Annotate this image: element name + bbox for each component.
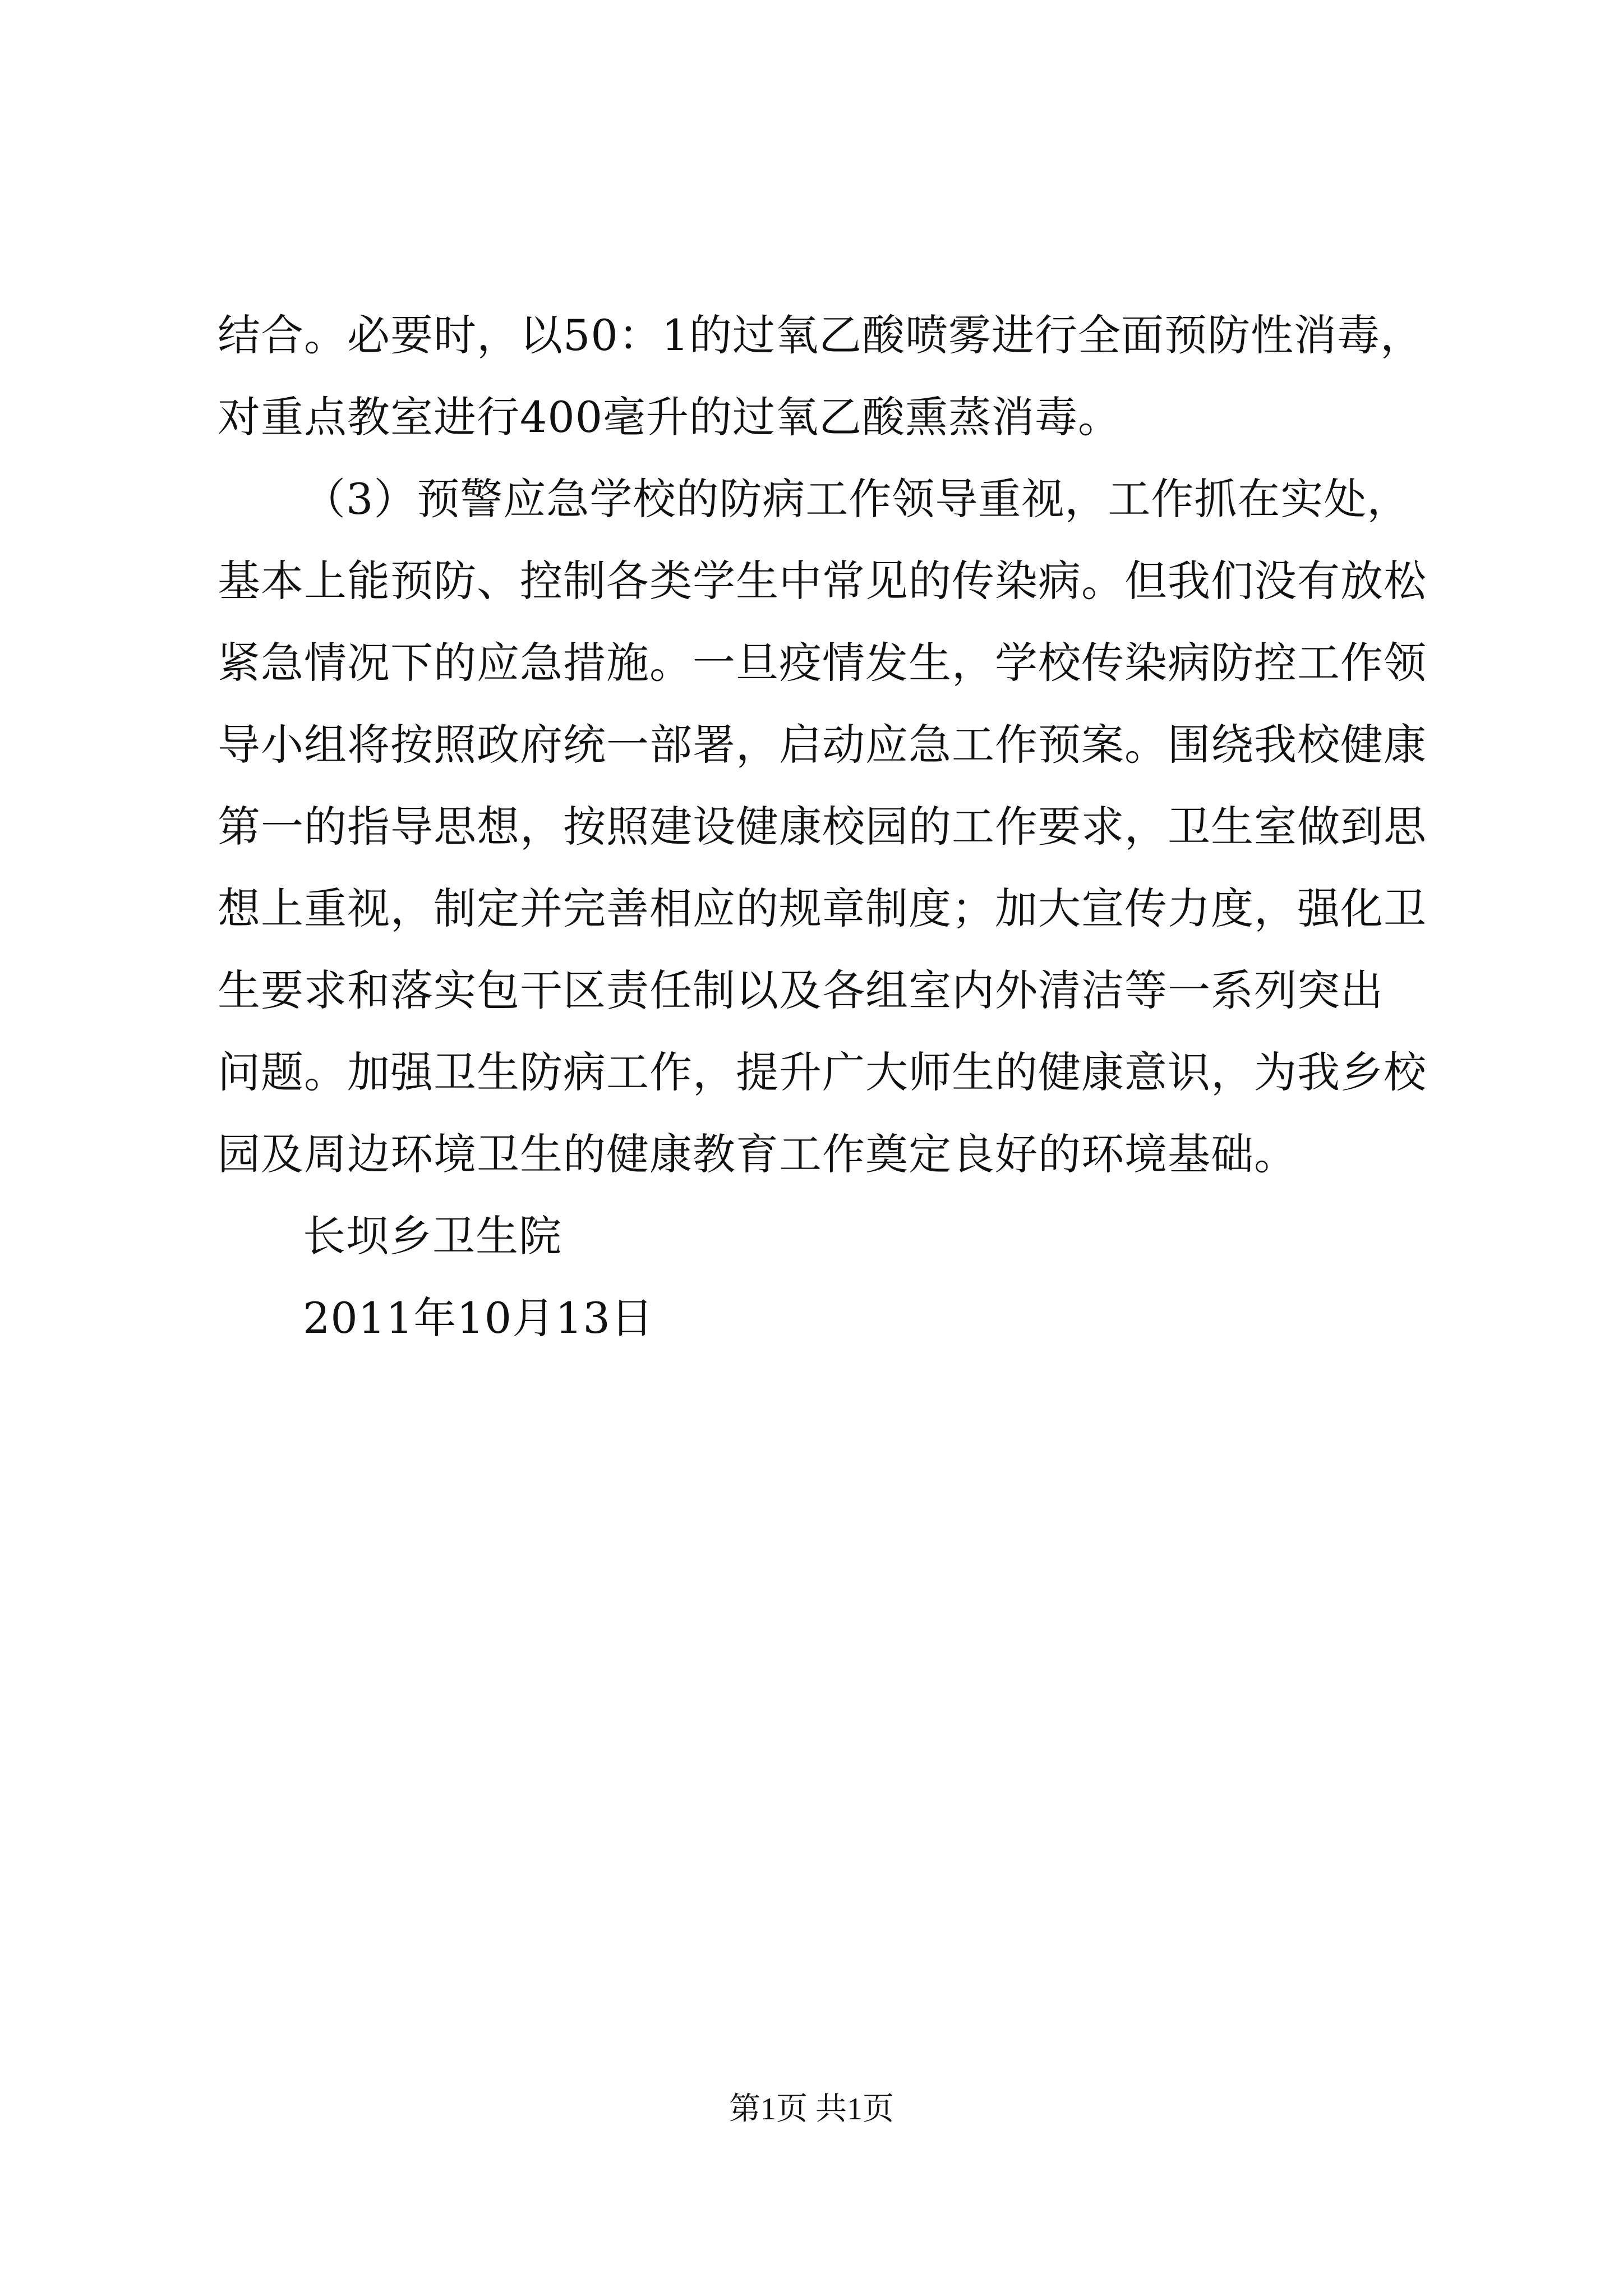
signature: 长坝乡卫生院 bbox=[303, 1211, 562, 1261]
text-line-6: 导小组将按照政府统一部署，启动应急工作预案。围绕我校健康 bbox=[218, 720, 1427, 770]
text-line-10: 问题。加强卫生防病工作，提升广大师生的健康意识，为我乡校 bbox=[218, 1047, 1427, 1097]
text-line-11: 园及周边环境卫生的健康教育工作奠定良好的环境基础。 bbox=[218, 1129, 1297, 1179]
text-line-1: 结合。必要时，以50：1的过氧乙酸喷雾进行全面预防性消毒， bbox=[218, 310, 1424, 360]
text-line-2: 对重点教室进行400毫升的过氧乙酸熏蒸消毒。 bbox=[218, 392, 1122, 442]
date: 2011年10月13日 bbox=[303, 1293, 654, 1343]
text-line-4: 基本上能预防、控制各类学生中常见的传染病。但我们没有放松 bbox=[218, 556, 1427, 606]
text-line-7: 第一的指导思想，按照建设健康校园的工作要求，卫生室做到思 bbox=[218, 802, 1427, 852]
document-body bbox=[218, 295, 1427, 1359]
text-line-3: （3）预警应急学校的防病工作领导重视，工作抓在实处， bbox=[303, 474, 1410, 524]
page-footer: 第1页 共1页 bbox=[729, 2092, 894, 2127]
text-line-5: 紧急情况下的应急措施。一旦疫情发生，学校传染病防控工作领 bbox=[218, 638, 1427, 688]
text-line-8: 想上重视，制定并完善相应的规章制度；加大宣传力度，强化卫 bbox=[218, 884, 1427, 933]
text-line-9: 生要求和落实包干区责任制以及各组室内外清洁等一系列突出 bbox=[218, 965, 1384, 1015]
